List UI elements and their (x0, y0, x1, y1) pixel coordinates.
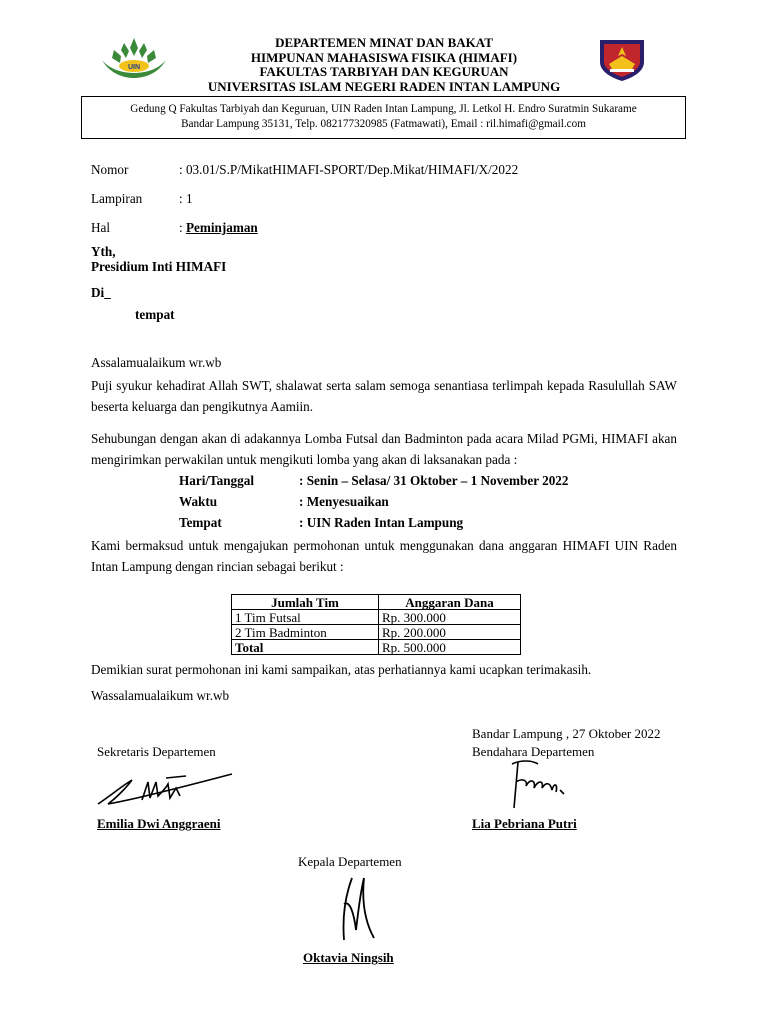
right-signatory-role: Bendahara Departemen (472, 744, 595, 759)
place-date: Bandar Lampung , 27 Oktober 2022 (472, 726, 661, 741)
detail-label: Waktu (179, 494, 218, 509)
table-cell: 2 Tim Badminton (232, 625, 379, 640)
recipient-di: Di_ (91, 285, 111, 300)
detail-label: Tempat (179, 515, 222, 530)
address-box (81, 96, 686, 139)
left-signatory-role: Sekretaris Departemen (97, 744, 216, 759)
center-signatory-role: Kepala Departemen (298, 854, 402, 869)
budget-table (231, 594, 521, 655)
address-line-2: Bandar Lampung 35131, Telp. 082177320985 (Fatmawati), Email : ril.himafi@gmail.com (181, 118, 586, 130)
paragraph-2: Sehubungan dengan akan di adakannya Lomba Futsal dan Badminton pada acara Milad PGMi, HIMAFI akan mengirimkan perwakilan untuk mengikuti lomba yang akan di laksanakan pada : (91, 431, 677, 467)
table-total-row (232, 640, 521, 655)
hal-colon: : (179, 220, 186, 235)
letterhead-line-4: UNIVERSITAS ISLAM NEGERI RADEN INTAN LAMPUNG (207, 78, 561, 94)
table-cell: Rp. 300.000 (379, 610, 521, 625)
letterhead-line-2: HIMPUNAN MAHASISWA FISIKA (HIMAFI) (250, 49, 518, 65)
address-line-1: Gedung Q Fakultas Tarbiyah dan Keguruan, UIN Raden Intan Lampung, Jl. Letkol H. Endro Suratmin Sukarame (130, 103, 637, 115)
nomor-value: : 03.01/S.P/MikatHIMAFI-SPORT/Dep.Mikat/HIMAFI/X/2022 (179, 162, 519, 177)
table-header: Jumlah Tim (232, 595, 379, 610)
lampiran-row (91, 191, 193, 207)
recipient-name: Presidium Inti HIMAFI (91, 259, 227, 274)
table-header-row (232, 595, 521, 610)
nomor-row (91, 162, 518, 178)
recipient-tempat: tempat (135, 307, 175, 322)
right-signature (504, 758, 570, 816)
farewell: Wassalamualaikum wr.wb (91, 688, 230, 703)
lampiran-label: Lampiran (91, 191, 143, 206)
table-cell: 1 Tim Futsal (232, 610, 379, 625)
letterhead-line-3: FAKULTAS TARBIYAH DAN KEGURUAN (259, 64, 509, 79)
recipient-yth: Yth, (91, 244, 116, 259)
lampiran-value: : 1 (179, 191, 193, 206)
hal-label: Hal (91, 220, 111, 235)
table-total-label: Total (232, 640, 379, 655)
table-row (232, 610, 521, 625)
letterhead-line-1: DEPARTEMEN MINAT DAN BAKAT (275, 35, 493, 50)
greeting: Assalamualaikum wr.wb (91, 355, 222, 370)
detail-waktu (179, 494, 389, 510)
detail-value: : Menyesuaikan (299, 494, 389, 509)
detail-value: : UIN Raden Intan Lampung (299, 515, 464, 530)
detail-hari-tanggal (179, 473, 569, 489)
paragraph-3: Kami bermaksud untuk mengajukan permohonan untuk menggunakan dana anggaran HIMAFI UIN Raden Intan Lampung dengan rincian sebagai berikut : (91, 538, 677, 574)
right-signatory-name: Lia Pebriana Putri (472, 816, 577, 831)
table-cell: Rp. 200.000 (379, 625, 521, 640)
left-signature (96, 770, 236, 814)
letterhead (0, 36, 768, 94)
detail-label: Hari/Tanggal (179, 473, 254, 488)
table-header: Anggaran Dana (379, 595, 521, 610)
detail-tempat (179, 515, 463, 531)
center-signature (334, 874, 386, 948)
paragraph-1: Puji syukur kehadirat Allah SWT, shalawat serta salam semoga senantiasa terlimpah kepada Rasulullah SAW beserta keluarga dan pengikutnya Aamiin. (91, 378, 677, 414)
hal-row (91, 220, 258, 236)
left-signatory-name: Emilia Dwi Anggraeni (97, 816, 221, 831)
table-row (232, 625, 521, 640)
nomor-label: Nomor (91, 162, 129, 177)
table-total-value: Rp. 500.000 (379, 640, 521, 655)
closing-paragraph: Demikian surat permohonan ini kami sampaikan, atas perhatiannya kami ucapkan terimakasih. (91, 662, 592, 677)
hal-value: Peminjaman (185, 220, 258, 235)
uin-logo-text: UIN (127, 64, 141, 71)
detail-value: : Senin – Selasa/ 31 Oktober – 1 November 2022 (299, 473, 569, 488)
center-signatory-name: Oktavia Ningsih (303, 950, 394, 965)
